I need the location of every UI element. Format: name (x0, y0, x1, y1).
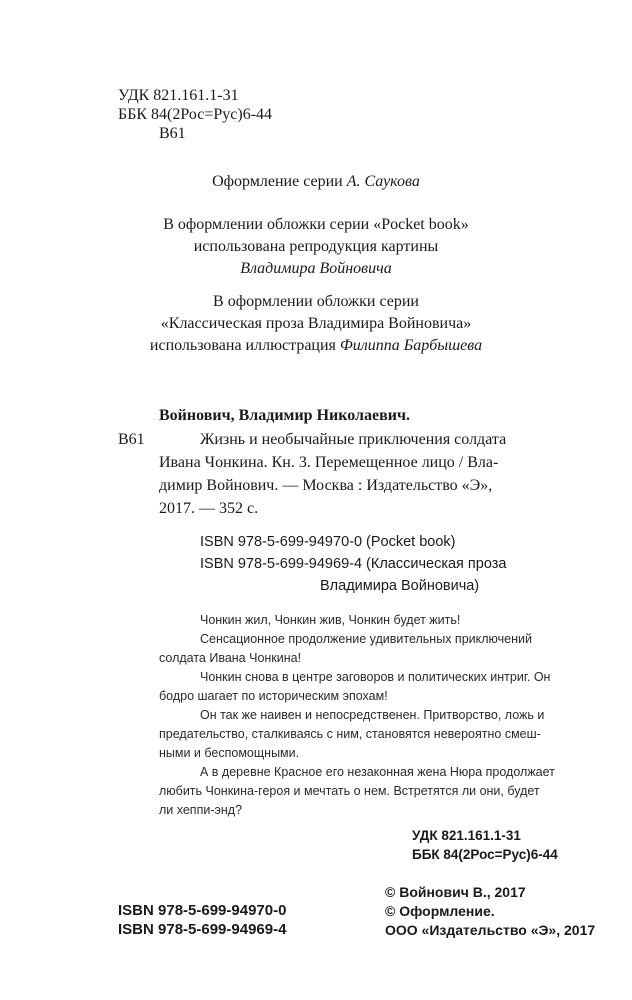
annotation-line-3: солдата Ивана Чонкина! (159, 651, 302, 665)
isbn-imprint-1: ISBN 978-5-699-94970-0 (118, 902, 287, 919)
bib-line-2: Ивана Чонкина. Кн. 3. Перемещенное лицо / Вла- (159, 454, 499, 471)
author-code-top: В61 (159, 125, 186, 142)
isbn-classic-line-1: ISBN 978-5-699-94969-4 (Классическая проза (200, 556, 507, 572)
series-design-credit (0, 171, 632, 193)
illustrator-name: Филиппа Барбышева (339, 337, 483, 354)
cover-credit-2-line-1: В оформлении обложки серии (213, 293, 419, 310)
cover-credit-block-1 (0, 214, 632, 280)
annotation-line-8: ными и беспомощными. (159, 746, 300, 760)
annotation-line-11: ли хеппи-энд? (159, 803, 243, 817)
series-design-name: А. Саукова (346, 173, 420, 190)
author-code: B61 (118, 431, 145, 448)
cover-credit-2-line-3 (0, 335, 632, 357)
udk-code-bottom: УДК 821.161.1-31 (412, 828, 521, 843)
cover-credit-1-line-3: Владимира Войновича (240, 260, 392, 277)
bib-line-4: 2017. — 352 с. (159, 500, 259, 517)
cover-credit-2-line-2: «Классическая проза Владимира Войновича» (160, 315, 472, 332)
isbn-imprint-2: ISBN 978-5-699-94969-4 (118, 921, 287, 938)
cover-credit-block-2 (0, 291, 632, 357)
bbk-code-bottom: ББК 84(2Рос=Рус)6-44 (412, 847, 558, 862)
annotation-line-1: Чонкин жил, Чонкин жив, Чонкин будет жить! (200, 613, 461, 627)
annotation-line-6: Он так же наивен и непосредственен. Притворство, ложь и (200, 708, 545, 722)
annotation-line-4: Чонкин снова в центре заговоров и политических интриг. Он (200, 670, 551, 684)
annotation-line-5: бодро шагает по историческим эпохам! (159, 689, 388, 703)
copyright-design: © Оформление. (385, 903, 495, 919)
bib-line-1: Жизнь и необычайные приключения солдата (200, 431, 507, 448)
udk-code-top: УДК 821.161.1-31 (118, 87, 239, 104)
annotation-line-10: любить Чонкина-героя и мечтать о нем. Встретятся ли они, будет (159, 784, 540, 798)
bib-line-3: димир Войнович. — Москва : Издательство «Э», (159, 477, 493, 494)
annotation-line-9: А в деревне Красное его незаконная жена Нюра продолжает (200, 765, 555, 779)
cover-credit-1-line-1: В оформлении обложки серии «Pocket book» (163, 216, 469, 233)
series-design-label: Оформление серии (212, 173, 347, 190)
cover-credit-1-line-2: использована репродукция картины (193, 238, 439, 255)
copyright-publisher: ООО «Издательство «Э», 2017 (385, 922, 596, 938)
annotation-line-2: Сенсационное продолжение удивительных приключений (200, 632, 532, 646)
author-heading: Войнович, Владимир Николаевич. (159, 407, 410, 424)
bbk-code-top: ББК 84(2Рос=Рус)6-44 (118, 106, 273, 123)
copyright-author: © Войнович В., 2017 (385, 884, 526, 900)
isbn-classic-line-2: Владимира Войновича) (320, 578, 480, 594)
isbn-pocket-book: ISBN 978-5-699-94970-0 (Pocket book) (200, 534, 456, 550)
annotation-line-7: предательство, сталкиваясь с ним, становятся невероятно смеш- (159, 727, 541, 741)
illustration-label: использована иллюстрация (149, 337, 340, 354)
